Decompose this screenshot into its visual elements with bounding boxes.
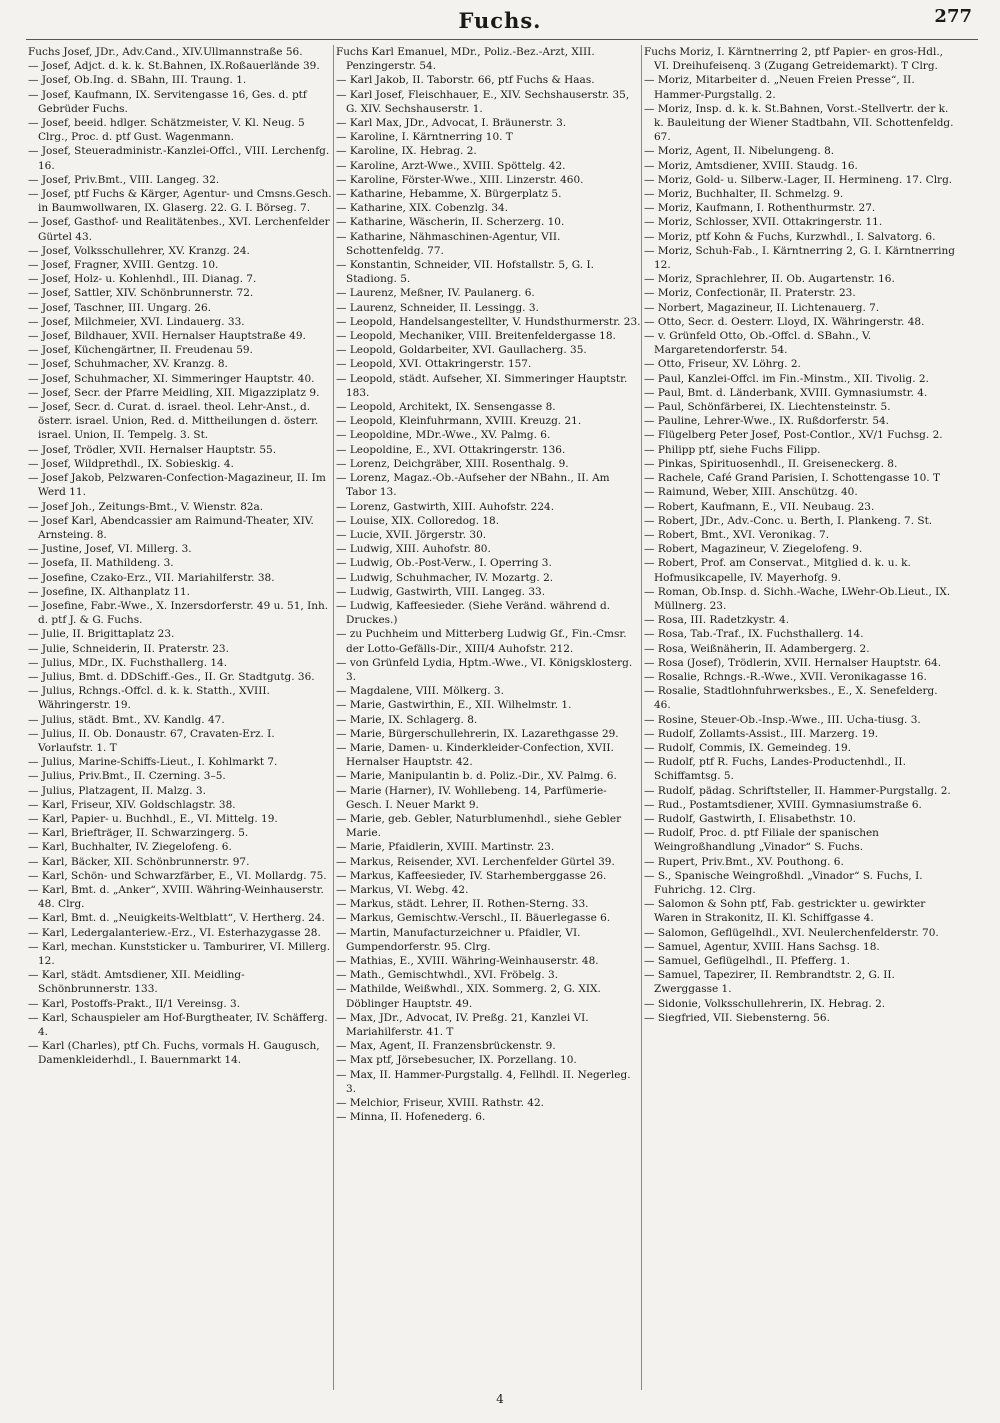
directory-entry: — Katharine, Hebamme, X. Bürgerplatz 5. [336,188,562,201]
directory-entry: — Karl, städt. Amtsdiener, XII. Meidling-Schönbrunnerstr. 133. [28,969,245,996]
column-divider [641,45,642,1390]
directory-entry: — Lucie, XVII. Jörgerstr. 30. [336,528,487,541]
page-number: 277 [934,6,972,27]
directory-entry: — Marie, Gastwirthin, E., XII. Wilhelmstr. 1. [336,699,572,712]
directory-entry: — Rosa (Josef), Trödlerin, XVII. Hernalser Hauptstr. 64. [644,656,942,669]
directory-entry: — Moriz, Agent, II. Nibelungeng. 8. [644,145,835,158]
directory-entry: — S., Spanische Weingroßhdl. „Vinador“ S. Fuchs, I. Fuhrichg. 12. Clrg. [644,869,923,896]
directory-entry: — Lorenz, Magaz.-Ob.-Aufseher der NBahn., II. Am Tabor 13. [336,472,610,499]
directory-entry: — Karl Max, JDr., Advocat, I. Bräunerstr. 3. [336,117,567,130]
directory-entry: — Robert, JDr., Adv.-Conc. u. Berth, I. Plankeng. 7. St. [644,514,933,527]
directory-entry: — Julius, Platzagent, II. Malzg. 3. [28,784,206,797]
directory-entry: — Laurenz, Meßner, IV. Paulanerg. 6. [336,287,535,300]
directory-entry: — Josef Joh., Zeitungs-Bmt., V. Wienstr. 82a. [28,500,264,513]
directory-entry: — Karl, Schauspieler am Hof-Burgtheater, IV. Schäfferg. 4. [28,1011,328,1039]
directory-entry: — Math., Gemischtwhdl., XVI. Fröbelg. 3. [336,969,559,982]
directory-entry: — Leopold, Goldarbeiter, XVI. Gaullacherg. 35. [336,344,587,357]
directory-entry: — Karl, Bäcker, XII. Schönbrunnerstr. 97. [28,855,250,868]
directory-entry: — Julius, Bmt. d. DDSchiff.-Ges., II. Gr. Stadtgutg. 36. [28,670,315,683]
directory-entry: — zu Puchheim und Mitterberg Ludwig Gf., Fin.-Cmsr. der Lotto-Gefälls-Dir., XIII/4 Auhofstr. 212. [336,628,627,655]
directory-entry: — Josef Jakob, Pelzwaren-Confection-Magazineur, II. Im Werd 11. [28,472,326,499]
directory-entry: — Moriz, Confectionär, II. Praterstr. 23. [644,287,856,300]
directory-entry: — Leopold, XVI. Ottakringerstr. 157. [336,358,532,371]
directory-entry: — Josef, Gasthof- und Realitätenbes., XVI. Lerchenfelder Gürtel 43. [28,216,330,243]
directory-entry: — Sidonie, Volksschullehrerin, IX. Hebrag. 2. [644,997,886,1010]
directory-entry: — Rosalie, Stadtlohnfuhrwerksbes., E., X. Senefelderg. 46. [644,685,938,712]
directory-entry: — Ludwig, XIII. Auhofstr. 80. [336,543,491,556]
column-3 [644,45,956,1395]
footer-mark: 4 [496,1392,504,1406]
directory-entry: — Josef, Fragner, XVIII. Gentzg. 10. [28,259,219,272]
directory-entry: — Josef, beeid. hdlger. Schätzmeister, V. Kl. Neug. 5 Clrg., Proc. d. ptf Gust. Wagenmann. [28,117,305,144]
directory-entry: — Samuel, Tapezirer, II. Rembrandtstr. 2, G. II. Zwerggasse 1. [644,969,895,996]
directory-entry: — Karl, Schön- und Schwarzfärber, E., VI. Mollardg. 75. [28,869,327,882]
directory-entry: — Otto, Secr. d. Oesterr. Lloyd, IX. Währingerstr. 48. [644,315,925,328]
directory-entry: — Josefa, II. Mathildeng. 3. [28,557,174,570]
directory-entry: — Martin, Manufacturzeichner u. Pfaidler, VI. Gumpendorferstr. 95. Clrg. [336,926,581,953]
directory-entry: — Julie, II. Brigittaplatz 23. [28,628,175,641]
directory-entry: — Karl, Bmt. d. „Anker“, XVIII. Währing-Weinhauserstr. 48. Clrg. [28,883,324,911]
directory-entry: — Moriz, Buchhalter, II. Schmelzg. 9. [644,188,844,201]
directory-entry: — Max, JDr., Advocat, IV. Preßg. 21, Kanzlei VI. Mariahilferstr. 41. T [336,1011,589,1039]
directory-entry: — Markus, städt. Lehrer, II. Rothen-Sterng. 33. [336,898,589,911]
directory-entry: — Karl, Bmt. d. „Neuigkeits-Weltblatt“, V. Hertherg. 24. [28,912,325,925]
directory-entry: — Josef, Kaufmann, IX. Servitengasse 16, Ges. d. ptf Gebrüder Fuchs. [28,88,307,115]
directory-entry: — Josef, Steueradministr.-Kanzlei-Offcl., VIII. Lerchenfg. 16. [28,145,330,172]
directory-entry: — Karl, Papier- u. Buchhdl., E., VI. Mittelg. 19. [28,812,278,825]
directory-entry: — Robert, Bmt., XVI. Veronikag. 7. [644,528,830,541]
column-divider [333,45,334,1390]
directory-entry: — Marie, Pfaidlerin, XVIII. Martinstr. 23. [336,841,555,854]
directory-entry: — Flügelberg Peter Josef, Post-Contlor., XV/1 Fuchsg. 2. [644,429,943,442]
directory-entry: — Josef, Milchmeier, XVI. Lindauerg. 33. [28,315,245,328]
directory-entry: — Leopold, Kleinfuhrmann, XVIII. Kreuzg. 21. [336,415,582,428]
directory-entry: — Mathias, E., XVIII. Währing-Weinhauserstr. 48. [336,955,599,967]
directory-entry: — Lorenz, Deichgräber, XIII. Rosenthalg. 9. [336,457,569,470]
header-rule [26,39,978,40]
directory-entry: — Katharine, Wäscherin, II. Scherzerg. 10. [336,216,565,229]
directory-entry: — Rosine, Steuer-Ob.-Insp.-Wwe., III. Ucha-tiusg. 3. [644,713,921,726]
directory-entry: — Julius, Priv.Bmt., II. Czerning. 3–5. [28,770,226,783]
directory-entry: — Robert, Kaufmann, E., VII. Neubaug. 23. [644,500,875,513]
directory-entry: — Raimund, Weber, XIII. Anschützg. 40. [644,486,858,499]
directory-entry: — Louise, XIX. Colloredog. 18. [336,514,500,527]
directory-entry: — Karoline, Förster-Wwe., XIII. Linzerstr. 460. [336,173,584,186]
directory-entry: — Ludwig, Schuhmacher, IV. Mozartg. 2. [336,571,554,584]
directory-entry: — Samuel, Agentur, XVIII. Hans Sachsg. 18. [644,940,880,953]
directory-entry: — Josef Karl, Abendcassier am Raimund-Theater, XIV. Arnsteing. 8. [28,514,314,541]
directory-entry: — Leopold, Handelsangestellter, V. Hundsthurmerstr. 23. [336,315,641,328]
directory-entry: — Markus, Kaffeesieder, IV. Starhemberggasse 26. [336,869,607,882]
directory-entry: — Mathilde, Weißwhdl., XIX. Sommerg. 2, G. XIX. Döblinger Hauptstr. 49. [336,983,601,1010]
directory-entry: — Josef, Secr. der Pfarre Meidling, XII. Migazziplatz 9. [28,386,320,399]
directory-entry: — Julius, II. Ob. Donaustr. 67, Cravaten-Erz. I. Vorlaufstr. 1. T [28,727,275,754]
directory-entry: — Karl Josef, Fleischhauer, E., XIV. Sechshauserstr. 35, G. XIV. Sechshauserstr. 1. [336,88,630,115]
directory-entry: — Karl (Charles), ptf Ch. Fuchs, vormals H. Gaugusch, Damenkleiderhdl., I. Bauernmarkt 14. [28,1040,320,1067]
directory-entry: — Ludwig, Kaffeesieder. (Siehe Veränd. während d. Druckes.) [336,599,611,627]
directory-entry: — Markus, Reisender, XVI. Lerchenfelder Gürtel 39. [336,855,615,868]
directory-entry: — Pauline, Lehrer-Wwe., IX. Rußdorferstr. 54. [644,415,890,428]
directory-entry: — Siegfried, VII. Siebensterng. 56. [644,1011,830,1024]
directory-entry: — Rosalie, Rchngs.-R.-Wwe., XVII. Veronikagasse 16. [644,670,927,683]
directory-entry: — Karl, Postoffs-Prakt., II/1 Vereinsg. 3. [28,997,241,1010]
directory-entry: — Otto, Friseur, XV. Löhrg. 2. [644,358,801,371]
directory-entry: — Karoline, IX. Hebrag. 2. [336,145,477,158]
directory-entry: — Julius, MDr., IX. Fuchsthallerg. 14. [28,656,228,669]
directory-entry: — Rosa, Tab.-Traf., IX. Fuchsthallerg. 14. [644,628,864,641]
directory-entry: Fuchs Moriz, I. Kärntnerring 2, ptf Papier- en gros-Hdl., VI. Dreihufeisenq. 3 (Zugang Getreidemarkt). T Clrg. [644,46,943,73]
directory-entry: — Josef, Bildhauer, XVII. Hernalser Hauptstraße 49. [28,330,306,343]
directory-entry: — Karl, Briefträger, II. Schwarzingerg. 5. [28,827,249,840]
directory-entry: — Rud., Postamtsdiener, XVIII. Gymnasiumstraße 6. [644,798,922,811]
directory-entry: — Max ptf, Jörsebesucher, IX. Porzellang. 10. [336,1054,577,1067]
page-title: Fuchs. [458,8,542,33]
directory-entry: — Salomon, Geflügelhdl., XVI. Neulerchenfelderstr. 70. [644,926,939,939]
directory-entry: — Ludwig, Gastwirth, VIII. Langeg. 33. [336,585,546,598]
directory-entry: — Marie, IX. Schlagerg. 8. [336,713,478,726]
directory-entry: — Karl, Friseur, XIV. Goldschlagstr. 38. [28,798,236,811]
directory-entry: — Josef, Secr. d. Curat. d. israel. theol. Lehr-Anst., d. österr. israel. Union, Red. d. Mittheilungen d. österr. israel. Union, II. Tempelg. 3. St. [28,401,319,442]
directory-entry: — Ludwig, Ob.-Post-Verw., I. Operring 3. [336,557,552,570]
directory-entry: — Josef, Schuhmacher, XV. Kranzg. 8. [28,358,228,371]
directory-entry: — Katharine, XIX. Cobenzlg. 34. [336,202,509,215]
directory-entry: — Moriz, Schuh-Fab., I. Kärntnerring 2, G. I. Kärntnerring 12. [644,244,955,272]
directory-entry: — Leopoldine, MDr.-Wwe., XV. Palmg. 6. [336,429,551,442]
directory-entry: — Marie, Manipulantin b. d. Poliz.-Dir., XV. Palmg. 6. [336,770,617,783]
directory-entry: — Moriz, Gold- u. Silberw.-Lager, II. Hermineng. 17. Clrg. [644,173,953,186]
directory-entry: — Rudolf, Commis, IX. Gemeindeg. 19. [644,741,852,754]
directory-entry: — Rupert, Priv.Bmt., XV. Pouthong. 6. [644,855,844,868]
directory-entry: — Rudolf, Gastwirth, I. Elisabethstr. 10. [644,812,856,825]
directory-entry: — v. Grünfeld Otto, Ob.-Offcl. d. SBahn., V. Margaretendorferstr. 54. [644,330,872,357]
directory-entry: — Rosa, III. Radetzkystr. 4. [644,614,790,627]
directory-entry: — Salomon & Sohn ptf, Fab. gestrickter u. gewirkter Waren in Strakonitz, II. Kl. Schiffgasse 4. [644,898,926,925]
directory-entry: — Karoline, Arzt-Wwe., XVIII. Spöttelg. 42. [336,159,566,172]
directory-entry: — Josefine, Czako-Erz., VII. Mariahilferstr. 38. [28,571,275,584]
directory-entry: — Moriz, ptf Kohn & Fuchs, Kurzwhdl., I. Salvatorg. 6. [644,230,936,243]
directory-entry: — Moriz, Insp. d. k. k. St.Bahnen, Vorst.-Stellvertr. der k. k. Bauleitung der Wiener Stadtbahn, VII. Schottenfeldg. 67. [644,102,954,144]
directory-entry: — Rudolf, ptf R. Fuchs, Landes-Productenhdl., II. Schiffamtsg. 5. [644,756,906,783]
directory-entry: — Markus, VI. Webg. 42. [336,883,469,896]
directory-entry: Fuchs Karl Emanuel, MDr., Poliz.-Bez.-Arzt, XIII. Penzingerstr. 54. [336,46,595,73]
directory-entry: — Josef, Küchengärtner, II. Freudenau 59. [28,344,253,357]
directory-entry: — Leopold, Architekt, IX. Sensengasse 8. [336,401,556,414]
directory-entry: — Marie, Bürgerschullehrerin, IX. Lazarethgasse 29. [336,727,619,740]
directory-entry: — Max, Agent, II. Franzensbrückenstr. 9. [336,1040,556,1053]
directory-entry: — Josef, Sattler, XIV. Schönbrunnerstr. 72. [28,287,254,300]
directory-entry: — Melchior, Friseur, XVIII. Rathstr. 42. [336,1097,545,1110]
directory-entry: — Konstantin, Schneider, VII. Hofstallstr. 5, G. I. Stadiong. 5. [336,259,594,286]
directory-entry: — Julius, Marine-Schiffs-Lieut., I. Kohlmarkt 7. [28,756,278,769]
directory-entry: — Rudolf, Proc. d. ptf Filiale der spanischen Weingroßhandlung „Vinador“ S. Fuchs. [644,827,879,854]
column-1 [28,45,333,1395]
directory-entry: — Robert, Magazineur, V. Ziegelofeng. 9. [644,543,863,556]
directory-entry: — Julie, Schneiderin, II. Praterstr. 23. [28,642,229,655]
directory-entry: — Max, II. Hammer-Purgstallg. 4, Fellhdl. II. Negerleg. 3. [336,1068,631,1095]
directory-entry: — Norbert, Magazineur, II. Lichtenauerg. 7. [644,301,880,314]
directory-entry: — Marie, geb. Gebler, Naturblumenhdl., siehe Gebler Marie. [336,812,622,840]
directory-entry: — Rosa, Weißnäherin, II. Adambergerg. 2. [644,642,870,655]
directory-entry: — von Grünfeld Lydia, Hptm.-Wwe., VI. Königsklosterg. 3. [336,656,633,683]
directory-entry: — Paul, Kanzlei-Offcl. im Fin.-Minstm., XII. Tivolig. 2. [644,372,929,385]
directory-entry: — Leopold, städt. Aufseher, XI. Simmeringer Hauptstr. 183. [336,372,628,399]
directory-entry: — Leopoldine, E., XVI. Ottakringerstr. 136. [336,443,566,456]
directory-entry: — Moriz, Sprachlehrer, II. Ob. Augartenstr. 16. [644,273,895,286]
directory-entry: — Karoline, I. Kärntnerring 10. T [336,131,513,144]
directory-entry: — Minna, II. Hofenederg. 6. [336,1111,486,1124]
directory-entry: — Josef, Ob.Ing. d. SBahn, III. Traung. 1. [28,74,247,87]
directory-entry: — Katharine, Nähmaschinen-Agentur, VII. Schottenfeldg. 77. [336,230,561,257]
directory-entry: — Philipp ptf, siehe Fuchs Filipp. [644,443,821,456]
directory-entry: — Samuel, Geflügelhdl., II. Pfefferg. 1. [644,955,851,967]
directory-entry: — Marie (Harner), IV. Wohllebeng. 14, Parfümerie-Gesch. I. Neuer Markt 9. [336,784,607,811]
directory-entry: — Leopold, Mechaniker, VIII. Breitenfeldergasse 18. [336,330,616,343]
directory-entry: — Josef, Adjct. d. k. k. St.Bahnen, IX.Roßauerlände 39. [28,60,320,73]
directory-entry: — Paul, Schönfärberei, IX. Liechtensteinstr. 5. [644,401,891,414]
directory-entry: Fuchs Josef, JDr., Adv.Cand., XIV.Ullmannstraße 56. [28,46,303,58]
directory-entry: — Rachele, Café Grand Parisien, I. Schottengasse 10. T [644,472,940,485]
directory-entry: — Josef, Priv.Bmt., VIII. Langeg. 32. [28,173,220,186]
directory-entry: — Roman, Ob.Insp. d. Sichh.-Wache, LWehr-Ob.Lieut., IX. Müllnerg. 23. [644,585,951,612]
directory-entry: — Rudolf, Zollamts-Assist., III. Marzerg. 19. [644,727,879,740]
directory-entry: — Josefine, IX. Althanplatz 11. [28,585,190,598]
page-header [0,2,1000,40]
directory-entry: — Magdalene, VIII. Mölkerg. 3. [336,685,504,698]
directory-entry: — Lorenz, Gastwirth, XIII. Auhofstr. 224. [336,500,555,513]
directory-entry: — Moriz, Mitarbeiter d. „Neuen Freien Presse“, II. Hammer-Purgstallg. 2. [644,74,915,101]
directory-entry: — Paul, Bmt. d. Länderbank, XVIII. Gymnasiumstr. 4. [644,386,928,399]
directory-entry: — Karl, Buchhalter, IV. Ziegelofeng. 6. [28,841,232,854]
directory-entry: — Laurenz, Schneider, II. Lessingg. 3. [336,301,539,314]
directory-entry: — Moriz, Kaufmann, I. Rothenthurmstr. 27. [644,202,876,215]
directory-entry: — Moriz, Schlosser, XVII. Ottakringerstr. 11. [644,216,883,229]
directory-entry: — Karl, Ledergalanteriew.-Erz., VI. Esterhazygasse 28. [28,926,321,939]
directory-entry: — Markus, Gemischtw.-Verschl., II. Bäuerlegasse 6. [336,912,611,925]
directory-entry: — Julius, Rchngs.-Offcl. d. k. k. Statth., XVIII. Währingerstr. 19. [28,685,270,712]
directory-entry: — Josef, Volksschullehrer, XV. Kranzg. 24. [28,244,250,257]
directory-entry: — Josef, Trödler, XVII. Hernalser Hauptstr. 55. [28,443,277,456]
directory-entry: — Josefine, Fabr.-Wwe., X. Inzersdorferstr. 49 u. 51, Inh. d. ptf J. & G. Fuchs. [28,599,329,627]
directory-entry: — Pinkas, Spirituosenhdl., II. Greiseneckerg. 8. [644,457,898,470]
directory-entry: — Josef, Wildprethdl., IX. Sobieskig. 4. [28,457,234,470]
directory-entry: — Justine, Josef, VI. Millerg. 3. [28,543,192,556]
directory-entry: — Josef, Holz- u. Kohlenhdl., III. Dianag. 7. [28,273,257,286]
directory-entry: — Moriz, Amtsdiener, XVIII. Staudg. 16. [644,159,858,172]
directory-entry: — Karl Jakob, II. Taborstr. 66, ptf Fuchs & Haas. [336,74,595,87]
directory-entry: — Marie, Damen- u. Kinderkleider-Confection, XVII. Hernalser Hauptstr. 42. [336,741,614,769]
directory-entry: — Robert, Prof. am Conservat., Mitglied d. k. u. k. Hofmusikcapelle, IV. Mayerhofg. 9. [644,557,911,584]
directory-entry: — Julius, städt. Bmt., XV. Kandlg. 47. [28,713,225,726]
directory-entry: — Josef, ptf Fuchs & Kärger, Agentur- und Cmsns.Gesch. in Baumwollwaren, IX. Glaserg. 22. G. I. Börseg. 7. [28,188,332,215]
directory-entry: — Rudolf, pädag. Schriftsteller, II. Hammer-Purgstallg. 2. [644,784,951,797]
directory-entry: — Josef, Schuhmacher, XI. Simmeringer Hauptstr. 40. [28,372,315,385]
directory-entry: — Josef, Taschner, III. Ungarg. 26. [28,301,211,314]
column-2 [336,45,641,1395]
directory-entry: — Karl, mechan. Kunststicker u. Tamburirer, VI. Millerg. 12. [28,940,331,967]
